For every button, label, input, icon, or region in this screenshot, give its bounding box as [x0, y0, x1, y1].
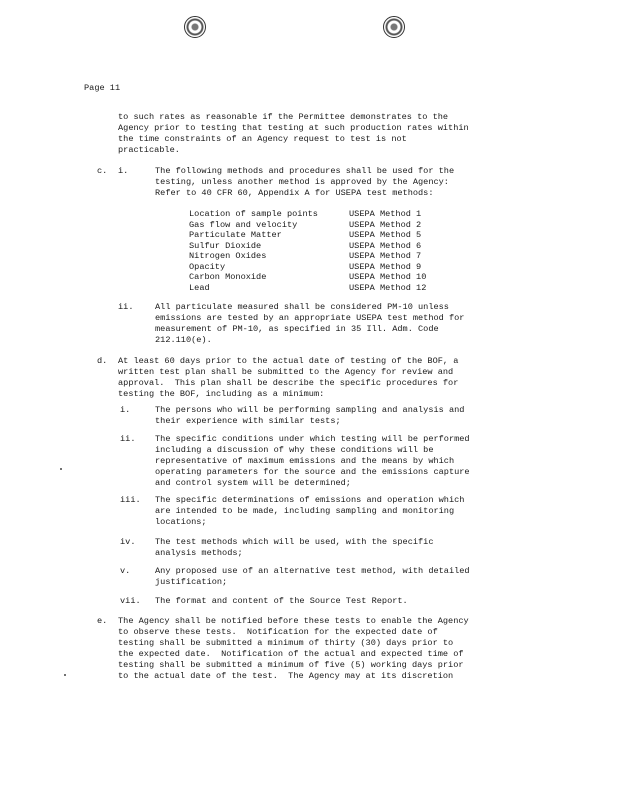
method-pollutant: Lead [189, 282, 210, 293]
method-pollutant: Carbon Monoxide [189, 272, 267, 282]
item-d-line: justification; [155, 577, 228, 587]
item-d-line: representative of maximum emissions and the means by which [155, 456, 455, 466]
method-pollutant: Nitrogen Oxides [189, 251, 267, 261]
intro-line: to such rates as reasonable if the Permittee demonstrates to the [118, 112, 449, 122]
method-name: USEPA Method 7 [349, 251, 422, 261]
item-d-label: v. [120, 566, 131, 576]
section-e-line: The Agency shall be notified before these tests to enable the Agency [118, 616, 469, 626]
method-name: USEPA Method 5 [349, 230, 422, 240]
item-d-line: analysis methods; [155, 548, 243, 558]
item-c-ii-line: 212.110(e). [155, 335, 212, 345]
item-d-line: including a discussion of why these conditions will be [155, 445, 434, 455]
seal-right-icon [383, 16, 405, 38]
section-d-line: approval. This plan shall be describe the specific procedures for [118, 378, 459, 388]
section-e-line: to observe these tests. Notification for the expected date of [118, 627, 438, 637]
item-d-line: operating parameters for the source and the emissions capture [155, 467, 470, 477]
section-d-line: testing the BOF, including as a minimum: [118, 389, 325, 399]
seal-left-icon [184, 16, 206, 38]
item-d-line: their experience with similar tests; [155, 416, 341, 426]
intro-line: Agency prior to testing that testing at such production rates within [118, 123, 469, 133]
method-pollutant: Gas flow and velocity [189, 219, 298, 230]
intro-line: the time constraints of an Agency request to test is not [118, 134, 407, 144]
section-e-label: e. [97, 616, 108, 626]
item-c-ii-line: emissions are tested by an appropriate USEPA test method for [155, 313, 465, 323]
item-c-i-line: The following methods and procedures shall be used for the [155, 166, 455, 176]
item-d-line: and control system will be determined; [155, 478, 351, 488]
method-pollutant: Particulate Matter [189, 230, 282, 240]
item-d-label: ii. [120, 434, 136, 444]
item-d-line: The specific determinations of emissions and operation which [155, 495, 465, 505]
page-label: Page 11 [84, 83, 121, 93]
method-name: USEPA Method 1 [349, 209, 422, 219]
item-d-label: iv. [120, 537, 136, 547]
item-c-ii-line: All particulate measured shall be considered PM-10 unless [155, 302, 449, 312]
item-d-line: The test methods which will be used, with the specific [155, 537, 434, 547]
method-name: USEPA Method 9 [349, 261, 422, 272]
section-e-line: the expected date. Notification of the actual and expected time of [118, 649, 464, 659]
item-d-label: i. [120, 405, 131, 415]
item-d-label: vii. [120, 596, 141, 606]
item-d-line: The persons who will be performing sampling and analysis and [155, 405, 465, 415]
item-c-ii-label: ii. [118, 302, 134, 312]
item-d-line: locations; [155, 517, 207, 527]
method-name: USEPA Method 2 [349, 219, 422, 230]
section-e-line: testing shall be submitted a minimum of thirty (30) days prior to [118, 638, 454, 648]
method-name: USEPA Method 12 [349, 282, 427, 293]
item-d-line: Any proposed use of an alternative test method, with detailed [155, 566, 470, 576]
item-c-i-line: testing, unless another method is approved by the Agency: [155, 177, 449, 187]
section-e-line: to the actual date of the test. The Agency may at its discretion [118, 671, 454, 681]
section-d-label: d. [97, 356, 108, 366]
scan-speck [60, 468, 62, 470]
item-d-label: iii. [120, 495, 141, 505]
method-pollutant: Location of sample points [189, 209, 318, 219]
section-d-line: At least 60 days prior to the actual date of testing of the BOF, a [118, 356, 459, 366]
section-d-line: written test plan shall be submitted to the Agency for review and [118, 367, 454, 377]
method-name: USEPA Method 10 [349, 272, 427, 282]
item-c-ii-line: measurement of PM-10, as specified in 35 Ill. Adm. Code [155, 324, 439, 334]
item-d-line: are intended to be made, including sampling and monitoring [155, 506, 455, 516]
intro-line: practicable. [118, 145, 180, 155]
scan-speck [64, 674, 66, 676]
item-d-line: The specific conditions under which testing will be performed [155, 434, 470, 444]
section-c-label: c. [97, 166, 108, 176]
item-d-line: The format and content of the Source Test Report. [155, 596, 408, 606]
method-pollutant: Opacity [189, 261, 226, 272]
method-pollutant: Sulfur Dioxide [189, 240, 262, 251]
section-e-line: testing shall be submitted a minimum of five (5) working days prior [118, 660, 464, 670]
method-name: USEPA Method 6 [349, 240, 422, 251]
item-c-i-line: Refer to 40 CFR 60, Appendix A for USEPA test methods: [155, 188, 434, 198]
item-c-i-label: i. [118, 166, 129, 176]
